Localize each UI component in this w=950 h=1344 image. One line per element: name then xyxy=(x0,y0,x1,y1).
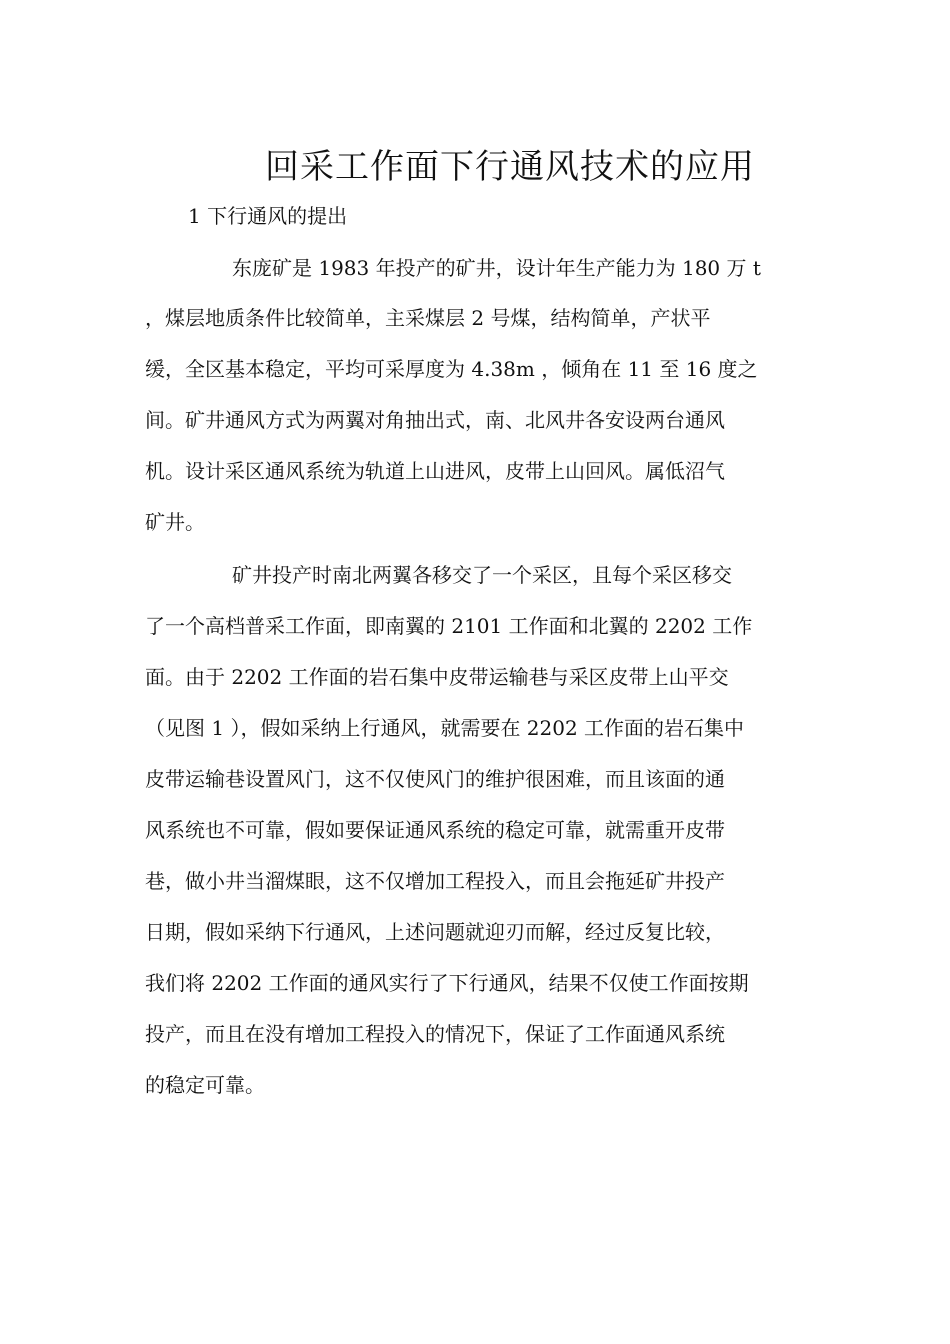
paragraph-line: ，煤层地质条件比较简单，主采煤层 2 号煤，结构简单，产状平 xyxy=(145,306,711,330)
paragraph-line: 机。设计采区通风系统为轨道上山进风，皮带上山回风。属低沼气 xyxy=(145,459,725,483)
paragraph-line: 矿井投产时南北两翼各移交了一个采区，且每个采区移交 xyxy=(232,563,732,587)
paragraph-line: 巷，做小井当溜煤眼，这不仅增加工程投入，而且会拖延矿井投产 xyxy=(145,869,725,893)
paragraph-line: 投产，而且在没有增加工程投入的情况下，保证了工作面通风系统 xyxy=(145,1022,725,1046)
paragraph-line: 我们将 2202 工作面的通风实行了下行通风，结果不仅使工作面按期 xyxy=(145,971,749,995)
paragraph-line: （见图 1 ），假如采纳上行通风，就需要在 2202 工作面的岩石集中 xyxy=(145,716,745,740)
paragraph-line: 皮带运输巷设置风门，这不仅使风门的维护很困难，而且该面的通 xyxy=(145,767,725,791)
paragraph-line: 缓，全区基本稳定，平均可采厚度为 4.38m ，倾角在 11 至 16 度之 xyxy=(145,357,758,381)
paragraph-line: 日期，假如采纳下行通风，上述问题就迎刃而解，经过反复比较， xyxy=(145,920,725,944)
paragraph-line: 风系统也不可靠，假如要保证通风系统的稳定可靠，就需重开皮带 xyxy=(145,818,725,842)
paragraph-line: 矿井。 xyxy=(145,510,205,534)
paragraph-line: 东庞矿是 1983 年投产的矿井，设计年生产能力为 180 万 t xyxy=(232,256,761,280)
paragraph-line: 面。由于 2202 工作面的岩石集中皮带运输巷与采区皮带上山平交 xyxy=(145,665,729,689)
document-title: 回采工作面下行通风技术的应用 xyxy=(265,146,755,187)
paragraph-line: 的稳定可靠。 xyxy=(145,1073,265,1097)
section-heading: 1 下行通风的提出 xyxy=(188,204,348,228)
paragraph-line: 了一个高档普采工作面，即南翼的 2101 工作面和北翼的 2202 工作 xyxy=(145,614,753,638)
paragraph-line: 间。矿井通风方式为两翼对角抽出式，南、北风井各安设两台通风 xyxy=(145,408,725,432)
